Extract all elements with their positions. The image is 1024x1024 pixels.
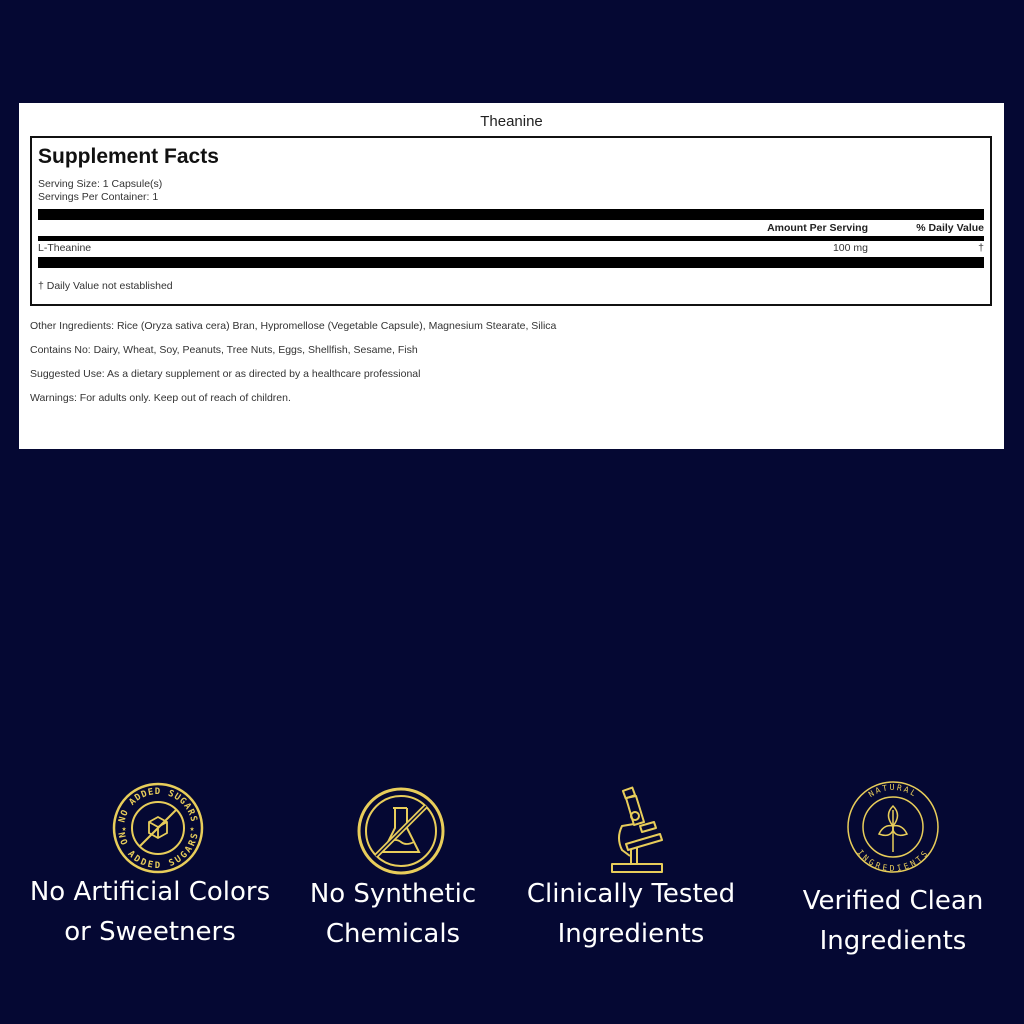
microscope-icon	[604, 786, 668, 876]
badge-label-line2: Ingredients	[557, 919, 705, 949]
product-name: Theanine	[480, 113, 543, 130]
badge-label	[293, 874, 493, 954]
facts-heading: Supplement Facts	[38, 145, 219, 168]
contains-no: Contains No: Dairy, Wheat, Soy, Peanuts, Tree Nuts, Eggs, Shellfish, Sesame, Fish	[30, 344, 418, 356]
daily-value-header: % Daily Value	[916, 222, 984, 234]
other-ingredients: Other Ingredients: Rice (Oryza sativa cera) Bran, Hypromellose (Vegetable Capsule), Magnesium Stearate, Silica	[30, 320, 557, 332]
amount-per-serving-header: Amount Per Serving	[767, 222, 868, 234]
suggested-use: Suggested Use: As a dietary supplement or as directed by a healthcare professional	[30, 368, 421, 380]
footnote: † Daily Value not established	[38, 280, 173, 292]
warnings: Warnings: For adults only. Keep out of reach of children.	[30, 392, 291, 404]
feature-badges	[0, 780, 1024, 1024]
svg-text:NO ADDED SUGARS: NO ADDED SUGARS	[115, 831, 201, 871]
supplement-facts-box	[30, 136, 992, 306]
supplement-label-panel	[19, 103, 1004, 449]
ingredient-amount: 100 mg	[832, 242, 868, 254]
badge-label	[510, 874, 752, 954]
no-chemicals-flask-icon	[356, 786, 446, 876]
thick-divider	[38, 209, 984, 220]
badge-label-line2: Chemicals	[325, 919, 461, 949]
badge-label-line2: Ingredients	[819, 926, 967, 956]
servings-per-container: Servings Per Container: 1	[38, 191, 159, 203]
header-divider	[38, 236, 984, 241]
badge-label-line1: No Synthetic	[309, 879, 477, 909]
svg-text:★: ★	[121, 824, 127, 833]
svg-text:NO ADDED SUGARS: NO ADDED SUGARS	[117, 787, 199, 824]
no-added-sugars-seal-icon	[111, 781, 205, 875]
ingredient-name: L-Theanine	[38, 242, 92, 254]
badge-label-line1: Clinically Tested	[526, 879, 736, 909]
serving-size: Serving Size: 1 Capsule(s)	[38, 178, 163, 190]
badge-label	[0, 872, 300, 952]
ingredient-daily-value: †	[978, 242, 984, 254]
natural-ingredients-leaf-seal-icon	[846, 780, 940, 874]
badge-label	[782, 881, 1004, 961]
svg-text:★: ★	[189, 824, 195, 833]
svg-text:NATURAL: NATURAL	[866, 783, 920, 800]
badge-label-line2: or Sweetners	[64, 917, 236, 947]
badge-label-line1: No Artificial Colors	[29, 877, 271, 907]
badge-label-line1: Verified Clean	[802, 886, 984, 916]
bottom-divider	[38, 257, 984, 268]
svg-text:INGREDIENTS: INGREDIENTS	[855, 848, 931, 873]
